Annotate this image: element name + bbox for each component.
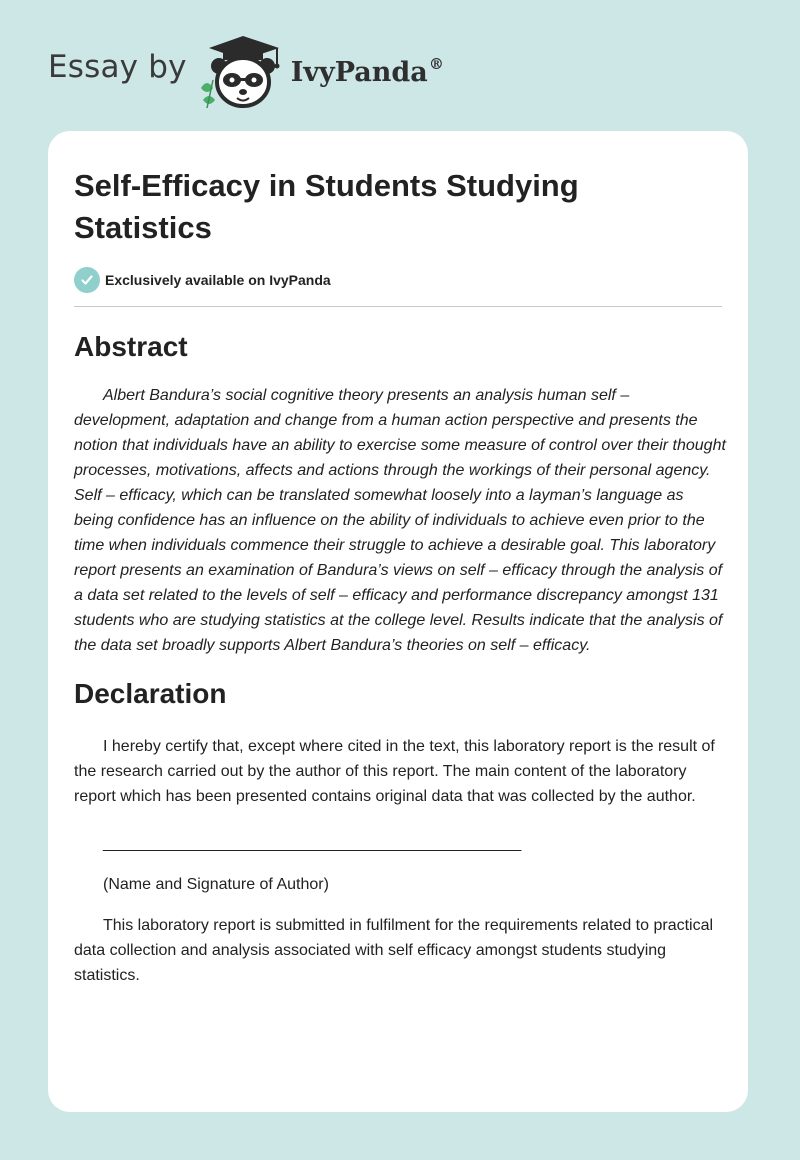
- submission-paragraph: This laboratory report is submitted in fulfilment for the requirements related to practical data collection and analysis associated with self efficacy amongst students studying statistics.: [74, 917, 714, 984]
- abstract-heading: Abstract: [74, 331, 188, 362]
- essay-card: [48, 131, 748, 1112]
- divider: [74, 306, 722, 307]
- site-header: [48, 32, 444, 112]
- declaration-paragraph: I hereby certify that, except where cited in the text, this laboratory report is the result of the research carried out by the author of this report. The main content of the laboratory report which has been presented contains original data that was collected by the author.: [74, 738, 715, 805]
- panda-logo-icon[interactable]: [197, 30, 289, 110]
- abstract-paragraph: Albert Bandura’s social cognitive theory presents an analysis human self – development, adaptation and change from a human action perspective and presents the notion that individuals have an ability to exercise some measure of control over their thought processes, motivations, affects and actions through the workings of their personal agency. Self – efficacy, which can be translated somewhat loosely into a layman’s language as being confidence has an influence on the ability of individuals to achieve even prior to the time when individuals commence their struggle to achieve a desirable goal. This laboratory report presents an examination of Bandura’s views on self – efficacy through the analysis of a data set related to the levels of self – efficacy and performance discrepancy amongst 131 students who are studying statistics at the college level. Results indicate that the analysis of the data set broadly supports Albert Bandura’s theories on self – efficacy.: [74, 387, 726, 654]
- essay-by-label: Essay by: [48, 49, 187, 85]
- exclusive-badge: [74, 267, 722, 293]
- page-title: Self-Efficacy in Students Studying Statistics: [74, 168, 579, 245]
- declaration-heading: Declaration: [74, 678, 227, 709]
- brand-name: IvyPanda®: [290, 54, 444, 88]
- exclusive-label: Exclusively available on IvyPanda: [105, 272, 331, 288]
- registered-mark: ®: [428, 54, 444, 73]
- signature-line: _______________________________________________: [103, 835, 522, 852]
- signature-caption: (Name and Signature of Author): [103, 876, 329, 893]
- check-icon: [74, 267, 100, 293]
